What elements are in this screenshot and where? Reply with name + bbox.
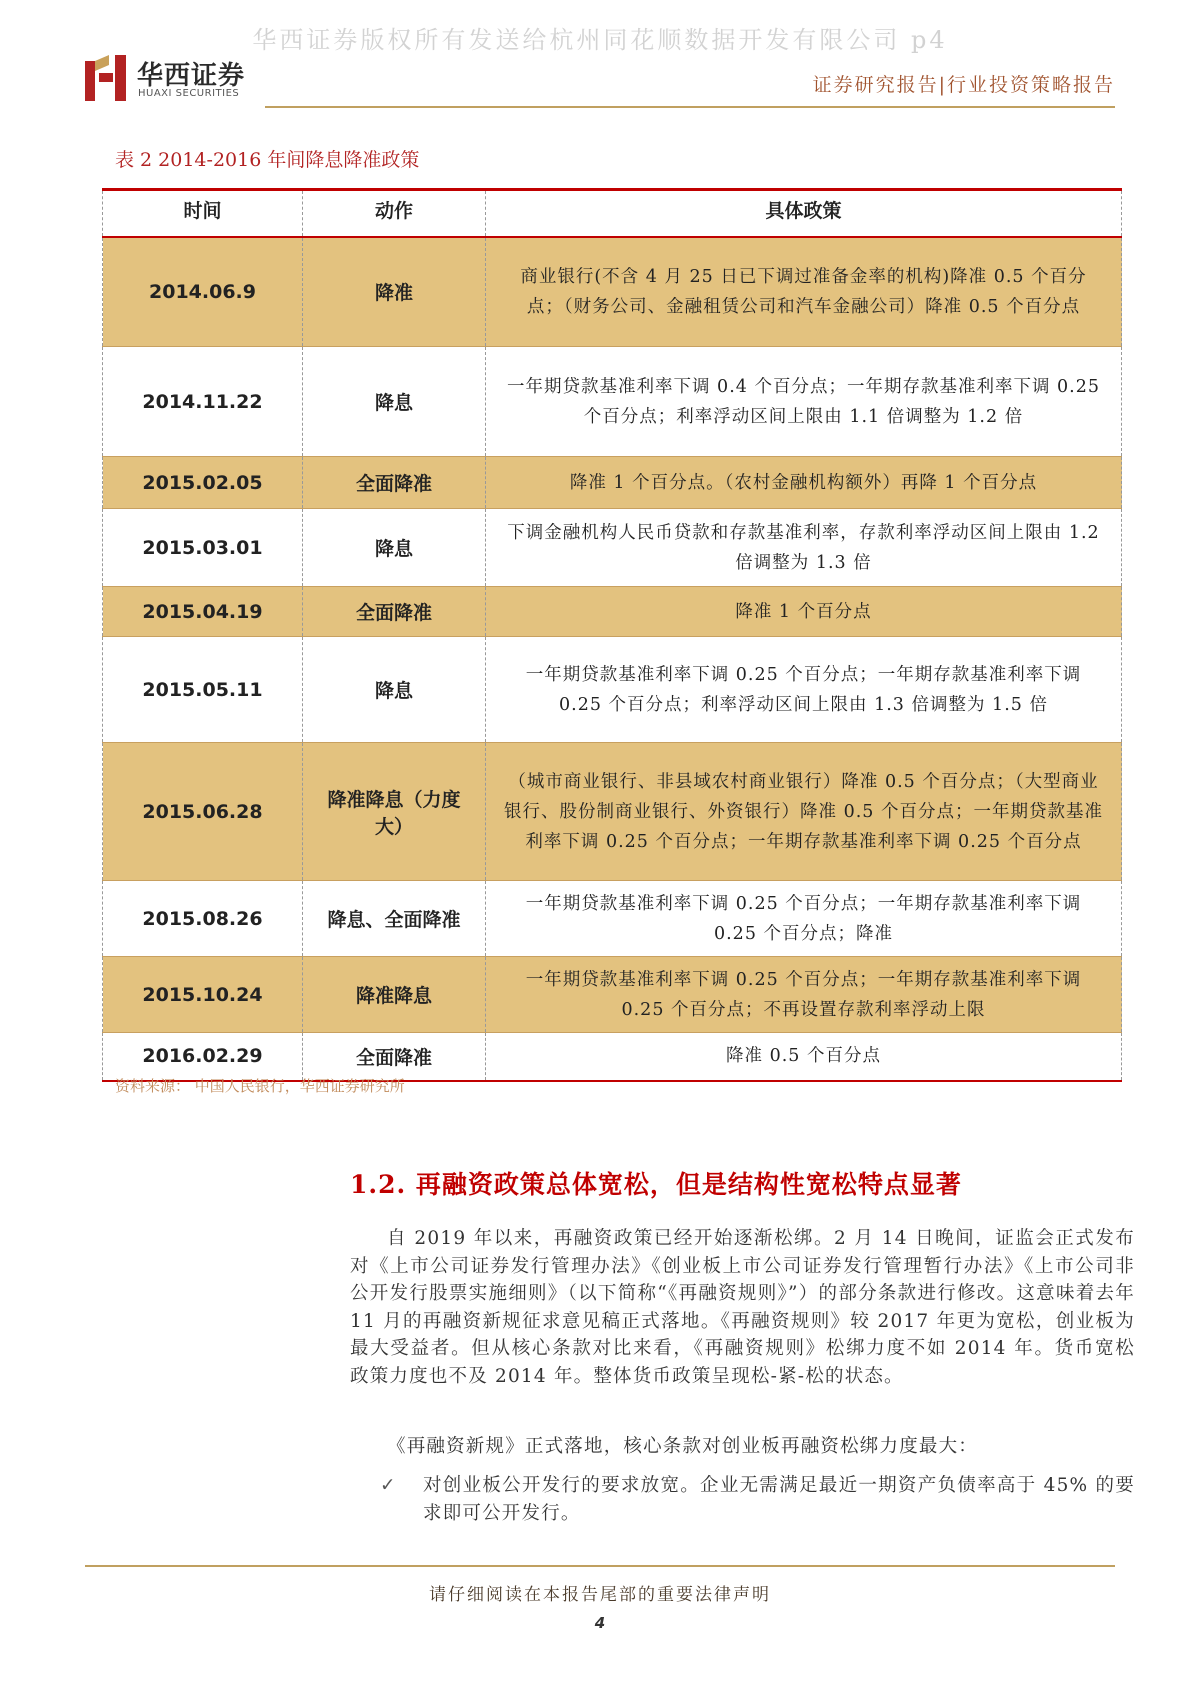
footer-divider bbox=[85, 1565, 1115, 1567]
table-row bbox=[103, 957, 1122, 1033]
table-row bbox=[103, 587, 1122, 637]
cell-date: 2015.05.11 bbox=[103, 637, 303, 743]
cell-action: 降准降息（力度大） bbox=[303, 743, 486, 881]
cell-action: 降准 bbox=[303, 237, 486, 347]
body-paragraph-2: 《再融资新规》正式落地，核心条款对创业板再融资松绑力度最大： bbox=[387, 1436, 979, 1457]
watermark: 华西证券版权所有发送给杭州同花顺数据开发有限公司 p4 bbox=[252, 26, 948, 54]
cell-date: 2014.11.22 bbox=[103, 347, 303, 457]
section-heading: 1.2. 再融资政策总体宽松，但是结构性宽松特点显著 bbox=[350, 1170, 962, 1199]
logo-chinese-name: 华西证券 bbox=[137, 61, 246, 91]
cell-date: 2016.02.29 bbox=[103, 1033, 303, 1081]
checkmark-icon: ✓ bbox=[380, 1475, 397, 1496]
bullet-item bbox=[350, 1472, 1135, 1527]
huaxi-logo-icon bbox=[85, 55, 127, 101]
table-row bbox=[103, 1033, 1122, 1081]
cell-action: 全面降准 bbox=[303, 587, 486, 637]
cell-policy: 一年期贷款基准利率下调 0.4 个百分点；一年期存款基准利率下调 0.25 个百分点；利率浮动区间上限由 1.1 倍调整为 1.2 倍 bbox=[486, 347, 1122, 457]
table-row bbox=[103, 881, 1122, 957]
column-header-action: 动作 bbox=[303, 190, 486, 237]
cell-policy: 降准 1 个百分点 bbox=[486, 587, 1122, 637]
logo-english-name: HUAXI SECURITIES bbox=[138, 88, 240, 99]
table-row bbox=[103, 457, 1122, 509]
bullet-text: 对创业板公开发行的要求放宽。企业无需满足最近一期资产负债率高于 45% 的要求即可公开发行。 bbox=[423, 1475, 1135, 1524]
cell-date: 2015.02.05 bbox=[103, 457, 303, 509]
cell-policy: 一年期贷款基准利率下调 0.25 个百分点；一年期存款基准利率下调 0.25 个百分点；降准 bbox=[486, 881, 1122, 957]
cell-action: 全面降准 bbox=[303, 1033, 486, 1081]
table-source-note: 资料来源： 中国人民银行，华西证券研究所 bbox=[115, 1077, 405, 1095]
header-divider bbox=[265, 106, 1115, 108]
cell-policy: （城市商业银行、非县域农村商业银行）降准 0.5 个百分点；（大型商业银行、股份制商业银行、外资银行）降准 0.5 个百分点；一年期贷款基准利率下调 0.25 个百分点；一年期存款基准利率下调 0.25 个百分点 bbox=[486, 743, 1122, 881]
column-header-policy: 具体政策 bbox=[486, 190, 1122, 237]
cell-date: 2015.10.24 bbox=[103, 957, 303, 1033]
cell-policy: 一年期贷款基准利率下调 0.25 个百分点；一年期存款基准利率下调 0.25 个百分点；不再设置存款利率浮动上限 bbox=[486, 957, 1122, 1033]
page-number: 4 bbox=[594, 1614, 606, 1632]
cell-date: 2015.04.19 bbox=[103, 587, 303, 637]
column-header-date: 时间 bbox=[103, 190, 303, 237]
cell-action: 降息 bbox=[303, 637, 486, 743]
cell-policy: 一年期贷款基准利率下调 0.25 个百分点；一年期存款基准利率下调 0.25 个百分点；利率浮动区间上限由 1.3 倍调整为 1.5 倍 bbox=[486, 637, 1122, 743]
table-row bbox=[103, 637, 1122, 743]
table-title: 表 2 2014-2016 年间降息降准政策 bbox=[115, 149, 420, 171]
cell-policy: 降准 0.5 个百分点 bbox=[486, 1033, 1122, 1081]
cell-date: 2015.03.01 bbox=[103, 509, 303, 587]
cell-action: 降息 bbox=[303, 347, 486, 457]
cell-action: 全面降准 bbox=[303, 457, 486, 509]
footer-legal-note: 请仔细阅读在本报告尾部的重要法律声明 bbox=[429, 1585, 771, 1605]
table-header-row bbox=[103, 190, 1122, 237]
cell-policy: 商业银行(不含 4 月 25 日已下调过准备金率的机构)降准 0.5 个百分点；（财务公司、金融租赁公司和汽车金融公司）降准 0.5 个百分点 bbox=[486, 237, 1122, 347]
table-row bbox=[103, 743, 1122, 881]
cell-date: 2015.08.26 bbox=[103, 881, 303, 957]
cell-policy: 降准 1 个百分点。（农村金融机构额外）再降 1 个百分点 bbox=[486, 457, 1122, 509]
cell-date: 2015.06.28 bbox=[103, 743, 303, 881]
cell-action: 降息 bbox=[303, 509, 486, 587]
body-paragraph-1: 自 2019 年以来，再融资政策已经开始逐渐松绑。2 月 14 日晚间，证监会正式发布对《上市公司证券发行管理办法》《创业板上市公司证券发行管理暂行办法》《上市公司非公开发行股票实施细则》（以下简称“《再融资规则》”）的部分条款进行修改。这意味着去年 11 月的再融资新规征求意见稿正式落地。《再融资规则》较 2017 年更为宽松，创业板为最大受益者。但从核心条款对比来看，《再融资规则》松绑力度不如 2014 年。货币宽松政策力度也不及 2014 年。整体货币政策呈现松-紧-松的状态。 bbox=[350, 1228, 1135, 1387]
table-row bbox=[103, 509, 1122, 587]
cell-action: 降息、全面降准 bbox=[303, 881, 486, 957]
cell-date: 2014.06.9 bbox=[103, 237, 303, 347]
policy-table bbox=[102, 188, 1122, 1082]
report-type: 证券研究报告|行业投资策略报告 bbox=[812, 74, 1115, 96]
table-row bbox=[103, 237, 1122, 347]
cell-action: 降准降息 bbox=[303, 957, 486, 1033]
cell-policy: 下调金融机构人民币贷款和存款基准利率，存款利率浮动区间上限由 1.2 倍调整为 1.3 倍 bbox=[486, 509, 1122, 587]
table-row bbox=[103, 347, 1122, 457]
